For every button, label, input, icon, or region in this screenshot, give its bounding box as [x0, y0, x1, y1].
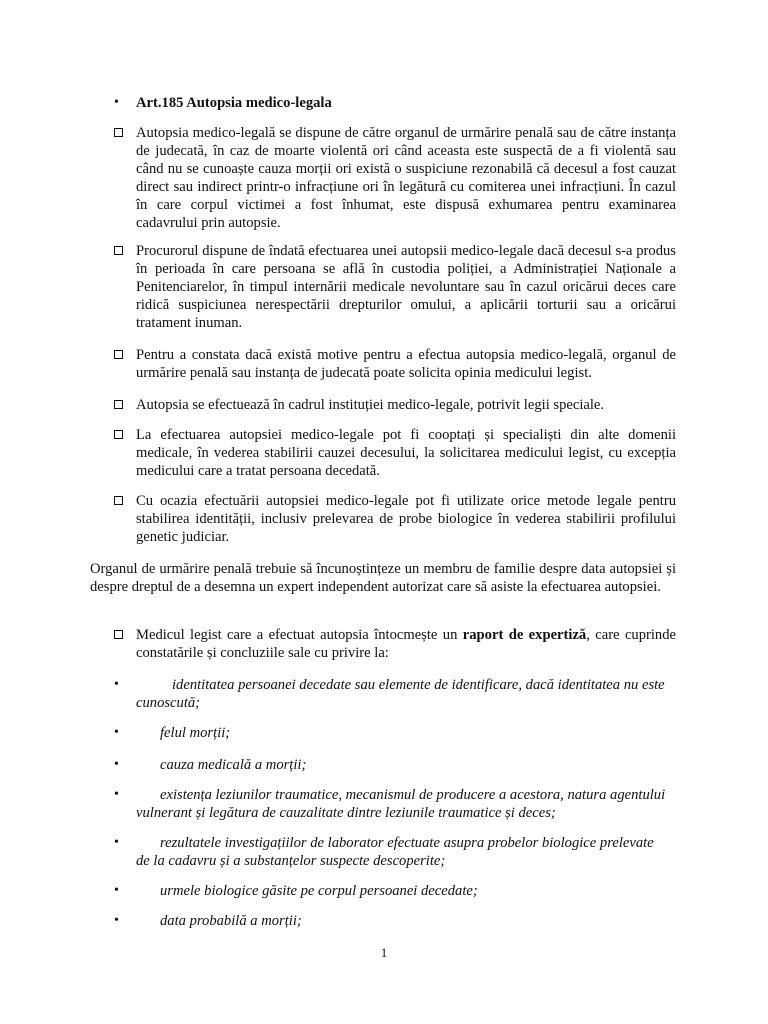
list-item-manner-of-death: felul morții; — [160, 725, 231, 741]
list-item-medical-cause: cauza medicală a morții; — [160, 757, 307, 773]
checkbox-icon — [114, 400, 123, 409]
bullet-marker: • — [114, 677, 119, 692]
paragraph-5: La efectuarea autopsiei medico-legale pot fi cooptați și specialiști din alte domenii medicale, în vederea stabilirii cauzei decesului, la solicitarea medicului legist, cu excepția medicului care a tratat persoana decedată. — [136, 427, 676, 479]
bullet-marker: • — [114, 787, 119, 802]
bullet-marker: • — [114, 725, 119, 740]
report-text-after: , care cuprinde constatările și concluziile sale cu privire la: — [136, 627, 676, 661]
bullet-marker: • — [114, 883, 119, 898]
bullet-marker: • — [114, 757, 119, 772]
checkbox-icon — [114, 246, 123, 255]
paragraph-1: Autopsia medico-legală se dispune de către organul de urmărire penală sau de către instanța de judecată, în caz de moarte violentă ori când aceasta este suspectă de a fi violentă sau când nu se cunoaște cauza morții ori există o suspiciune rezonabilă că decesul a fost cauzat direct sau indirect printr-o infracțiune ori în legătură cu comiterea unei infracțiuni. În cazul în care corpul victimei a fost înhumat, este dispusă exhumarea pentru examinarea cadavrului prin autopsie. — [136, 125, 676, 231]
paragraph-3: Pentru a constata dacă există motive pentru a efectua autopsia medico-legală, organul de urmărire penală sau instanța de judecată poate solicita opinia medicului legist. — [136, 347, 676, 381]
checkbox-icon — [114, 350, 123, 359]
bullet-marker: • — [114, 835, 119, 850]
report-paragraph — [136, 626, 676, 662]
report-bold-term: raport de expertiză — [462, 627, 587, 643]
list-item-biological-traces: urmele biologice găsite pe corpul persoanei decedate; — [160, 883, 478, 899]
paragraph-4: Autopsia se efectuează în cadrul instituției medico-legale, potrivit legii speciale. — [136, 397, 605, 413]
page-number: 1 — [380, 945, 388, 960]
paragraph-2: Procurorul dispune de îndată efectuarea unei autopsii medico-legale dacă decesul s-a produs în perioada în care persoana se află în custodia poliției, a Administrației Naționale a Penitenciarelor, în timpul internării medicale nevoluntare sau în cazul oricărui deces care ridică suspiciunea nerespectării drepturilor omului, a aplicării torturii sau a oricărui tratament inuman. — [136, 243, 676, 331]
checkbox-icon — [114, 128, 123, 137]
list-item-lab-results: rezultatele investigațiilor de laborator efectuate asupra probelor biologice prelevate de la cadavru și a substanțelor suspecte descoperite; — [136, 835, 654, 869]
checkbox-icon — [114, 496, 123, 505]
article-heading: Art.185 Autopsia medico-legala — [136, 95, 332, 111]
list-item-time-of-death: data probabilă a morții; — [160, 913, 302, 929]
bullet-marker: • — [114, 913, 119, 928]
paragraph-6: Cu ocazia efectuării autopsiei medico-legale pot fi utilizate orice metode legale pentru stabilirea identității, inclusiv prelevarea de probe biologice în vederea stabilirii profilului genetic judiciar. — [136, 493, 676, 545]
checkbox-icon — [114, 430, 123, 439]
list-item-injuries: existența leziunilor traumatice, mecanismul de producere a acestora, natura agentului vulnerant și legătura de cauzalitate dintre leziunile traumatice și deces; — [136, 787, 666, 821]
family-notice-paragraph: Organul de urmărire penală trebuie să încunoștințeze un membru de familie despre data autopsiei și despre dreptul de a desemna un expert independent autorizat care să asiste la efectuarea autopsiei. — [90, 561, 676, 595]
checkbox-icon — [114, 630, 123, 639]
bullet-marker: • — [114, 95, 119, 110]
report-text-before: Medicul legist care a efectuat autopsia întocmește un — [136, 627, 463, 643]
list-item-identity: identitatea persoanei decedate sau elemente de identificare, dacă identitatea nu este cunoscută; — [136, 677, 665, 711]
